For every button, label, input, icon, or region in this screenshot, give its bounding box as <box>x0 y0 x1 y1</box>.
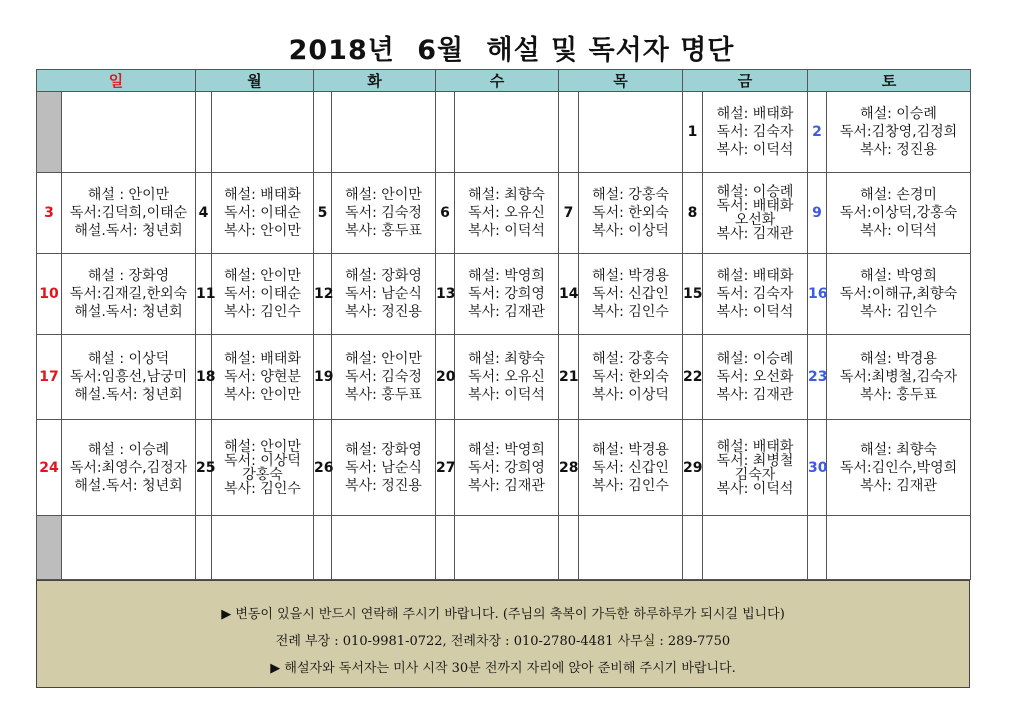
day-number: 14 <box>559 253 579 334</box>
assignment-line: 강홍숙 <box>242 466 283 483</box>
assignment-line: 독서: 이태순 <box>224 204 301 221</box>
assignment-line: 독서:김인수,박영희 <box>839 459 958 476</box>
week-row <box>37 420 971 516</box>
day-cell <box>579 516 683 580</box>
assignment-line: 해설 : 이승례 <box>87 441 170 458</box>
day-number: 27 <box>436 420 455 516</box>
assignment-line: 독서:최영수,김정자 <box>69 459 188 476</box>
assignment-line: 해설: 이승례 <box>716 350 794 367</box>
day-number <box>37 92 62 173</box>
weekday-mon: 월 <box>196 70 314 92</box>
footer-line-2: 전례 부장 : 010-9981-0722, 전례차장 : 010-2780-4481 사무실 : 289-7750 <box>275 634 731 649</box>
day-number <box>37 516 62 580</box>
assignment-line: 해설.독서: 청년회 <box>74 222 183 239</box>
day-cell <box>455 253 559 334</box>
assignment-line: 해설.독서: 청년회 <box>74 477 183 494</box>
assignment-line: 해설: 강홍숙 <box>592 186 669 203</box>
assignment-line: 해설: 손경미 <box>860 186 937 203</box>
assignment-line: 해설: 이승례 <box>716 183 794 200</box>
assignment-line: 복사: 김재관 <box>468 303 545 320</box>
assignment-line: 복사: 김재관 <box>716 386 794 403</box>
day-cell <box>703 516 808 580</box>
day-cell <box>703 420 808 516</box>
day-number: 5 <box>314 172 332 253</box>
assignment-line: 독서: 남순식 <box>345 285 422 302</box>
assignment-line: 해설: 안이만 <box>224 267 301 284</box>
day-cell <box>212 92 314 173</box>
day-cell <box>332 420 436 516</box>
assignment-line: 복사: 이상덕 <box>592 222 669 239</box>
assignment-line: 해설: 안이만 <box>224 438 301 455</box>
day-number: 21 <box>559 334 579 420</box>
assignment-line: 복사: 정진용 <box>345 303 422 320</box>
title-year: 2018년 <box>288 35 395 66</box>
assignment-line: 독서: 한외숙 <box>592 204 669 221</box>
day-number: 13 <box>436 253 455 334</box>
assignment-line: 독서: 김숙자 <box>716 285 794 302</box>
day-number <box>559 92 579 173</box>
day-cell <box>827 420 971 516</box>
day-number <box>314 92 332 173</box>
assignment-line: 복사: 김인수 <box>592 477 669 494</box>
day-cell <box>332 172 436 253</box>
day-cell <box>62 516 196 580</box>
assignment-line: 해설: 강홍숙 <box>592 350 669 367</box>
day-cell <box>332 334 436 420</box>
day-number <box>436 516 455 580</box>
assignment-line: 해설: 박영희 <box>468 441 545 458</box>
day-number: 8 <box>683 172 703 253</box>
day-number: 29 <box>683 420 703 516</box>
assignment-line: 독서: 이태순 <box>224 285 301 302</box>
assignment-line: 해설: 최향숙 <box>468 186 545 203</box>
footer-line-3: ▶ 해설자와 독서자는 미사 시작 30분 전까지 자리에 앉아 준비해 주시기 바랍니다. <box>270 661 736 676</box>
assignment-line: 독서: 배태화 <box>716 197 794 214</box>
assignment-line: 복사: 김재관 <box>716 225 794 242</box>
day-number: 2 <box>808 92 827 173</box>
day-number: 25 <box>196 420 212 516</box>
weekday-sun: 일 <box>37 70 196 92</box>
assignment-line: 독서: 강희영 <box>468 285 545 302</box>
day-cell <box>579 172 683 253</box>
day-number <box>314 516 332 580</box>
assignment-line: 해설: 박경용 <box>860 350 937 367</box>
day-number <box>436 92 455 173</box>
day-number: 16 <box>808 253 827 334</box>
assignment-line: 복사: 김인수 <box>224 303 301 320</box>
day-cell <box>212 516 314 580</box>
assignment-line: 독서: 오유신 <box>468 368 545 385</box>
footer-line-1: ▶ 변동이 있을시 반드시 연락해 주시기 바랍니다. (주님의 축복이 가득한 하루하루가 되시길 빕니다) <box>221 607 785 622</box>
assignment-line: 독서: 최병철 <box>716 452 794 469</box>
weekday-tue: 화 <box>314 70 436 92</box>
assignment-line: 독서:이해규,최향숙 <box>839 285 958 302</box>
day-number: 12 <box>314 253 332 334</box>
week-row <box>37 516 971 580</box>
day-cell <box>579 253 683 334</box>
assignment-line: 독서: 오유신 <box>468 204 545 221</box>
day-number: 3 <box>37 172 62 253</box>
day-cell <box>579 420 683 516</box>
assignment-line: 해설: 이승례 <box>860 106 937 123</box>
day-number: 23 <box>808 334 827 420</box>
assignment-line: 해설 : 이상덕 <box>87 350 170 367</box>
assignment-line: 해설: 박경용 <box>592 267 669 284</box>
assignment-line: 해설: 배태화 <box>224 186 301 203</box>
day-number <box>559 516 579 580</box>
day-cell <box>62 172 196 253</box>
day-cell <box>62 420 196 516</box>
assignment-line: 독서:김재길,한외숙 <box>69 285 188 302</box>
assignment-line: 복사: 정진용 <box>860 142 937 159</box>
assignment-line: 복사: 김재관 <box>468 477 545 494</box>
assignment-line: 해설: 장화영 <box>345 441 422 458</box>
assignment-line: 독서:임흥선,남궁미 <box>69 368 188 385</box>
day-cell <box>579 92 683 173</box>
assignment-line: 독서: 남순식 <box>345 459 422 476</box>
assignment-line: 복사: 이덕석 <box>468 222 545 239</box>
assignment-line: 해설: 박영희 <box>468 267 545 284</box>
day-cell <box>703 172 808 253</box>
footer-notice <box>36 580 970 688</box>
assignment-line: 독서: 김숙정 <box>345 204 422 221</box>
day-number: 7 <box>559 172 579 253</box>
day-cell <box>455 334 559 420</box>
weekday-fri: 금 <box>683 70 808 92</box>
assignment-line: 독서: 양현분 <box>224 368 301 385</box>
day-number: 30 <box>808 420 827 516</box>
day-cell <box>332 516 436 580</box>
assignment-line: 복사: 김재관 <box>860 477 937 494</box>
day-number <box>683 516 703 580</box>
assignment-line: 해설 : 안이만 <box>87 186 170 203</box>
day-cell <box>212 172 314 253</box>
assignment-line: 복사: 이덕석 <box>860 222 937 239</box>
day-number: 6 <box>436 172 455 253</box>
day-number: 10 <box>37 253 62 334</box>
day-cell <box>827 334 971 420</box>
day-cell <box>212 420 314 516</box>
day-cell <box>703 92 808 173</box>
calendar-table <box>36 69 971 580</box>
assignment-line: 해설: 배태화 <box>716 267 794 284</box>
assignment-line: 김숙자 <box>734 466 776 483</box>
assignment-line: 복사: 김인수 <box>592 303 669 320</box>
assignment-line: 오선화 <box>734 211 776 228</box>
assignment-line: 해설: 장화영 <box>345 267 422 284</box>
day-number: 4 <box>196 172 212 253</box>
day-number: 28 <box>559 420 579 516</box>
assignment-line: 복사: 안이만 <box>224 222 301 239</box>
day-cell <box>827 253 971 334</box>
day-number: 11 <box>196 253 212 334</box>
day-number <box>808 516 827 580</box>
day-number: 17 <box>37 334 62 420</box>
day-number: 1 <box>683 92 703 173</box>
week-row <box>37 92 971 173</box>
assignment-line: 복사: 홍두표 <box>345 222 422 239</box>
day-cell <box>827 172 971 253</box>
assignment-line: 복사: 이덕석 <box>716 142 794 159</box>
assignment-line: 해설: 박경용 <box>592 441 669 458</box>
assignment-line: 복사: 김인수 <box>224 480 301 497</box>
weekday-sat: 토 <box>808 70 971 92</box>
week-row <box>37 172 971 253</box>
day-cell <box>703 334 808 420</box>
day-number <box>196 92 212 173</box>
assignment-line: 해설: 배태화 <box>716 438 794 455</box>
day-cell <box>212 253 314 334</box>
day-number: 9 <box>808 172 827 253</box>
day-cell <box>827 92 971 173</box>
day-cell <box>455 172 559 253</box>
week-row <box>37 334 971 420</box>
assignment-line: 복사: 이상덕 <box>592 386 669 403</box>
assignment-line: 복사: 김인수 <box>860 303 937 320</box>
day-number: 19 <box>314 334 332 420</box>
assignment-line: 해설.독서: 청년회 <box>74 386 183 403</box>
title-text: 해설 및 독서자 명단 <box>486 35 735 66</box>
assignment-line: 독서: 신갑인 <box>592 285 669 302</box>
assignment-line: 해설: 안이만 <box>345 350 422 367</box>
day-cell <box>703 253 808 334</box>
day-number: 24 <box>37 420 62 516</box>
assignment-line: 독서: 강희영 <box>468 459 545 476</box>
assignment-line: 독서: 김숙자 <box>716 124 794 141</box>
day-cell <box>212 334 314 420</box>
week-row <box>37 253 971 334</box>
day-cell <box>455 516 559 580</box>
assignment-line: 복사: 정진용 <box>345 477 422 494</box>
day-cell <box>62 334 196 420</box>
day-number: 26 <box>314 420 332 516</box>
assignment-line: 해설: 안이만 <box>345 186 422 203</box>
assignment-line: 독서:이상덕,강홍숙 <box>839 204 958 221</box>
assignment-line: 복사: 안이만 <box>224 386 301 403</box>
assignment-line: 복사: 이덕석 <box>468 386 545 403</box>
day-cell <box>332 92 436 173</box>
assignment-line: 해설.독서: 청년회 <box>74 303 183 320</box>
day-number: 20 <box>436 334 455 420</box>
page-title <box>0 28 1023 67</box>
title-month: 6월 <box>417 35 465 66</box>
assignment-line: 독서: 한외숙 <box>592 368 669 385</box>
day-number <box>196 516 212 580</box>
day-cell <box>62 92 196 173</box>
day-cell <box>455 92 559 173</box>
assignment-line: 해설: 최향숙 <box>860 441 937 458</box>
assignment-line: 복사: 이덕석 <box>716 303 794 320</box>
day-number: 18 <box>196 334 212 420</box>
day-cell <box>579 334 683 420</box>
assignment-line: 독서: 이상덕 <box>224 452 301 469</box>
assignment-line: 독서:최병철,김숙자 <box>839 368 958 385</box>
day-cell <box>62 253 196 334</box>
assignment-line: 독서:김덕희,이태순 <box>69 204 188 221</box>
weekday-wed: 수 <box>436 70 559 92</box>
assignment-line: 복사: 이덕석 <box>716 480 794 497</box>
weekday-thu: 목 <box>559 70 683 92</box>
assignment-line: 복사: 홍두표 <box>860 386 937 403</box>
assignment-line: 독서:김창영,김정희 <box>839 124 958 141</box>
day-number: 22 <box>683 334 703 420</box>
assignment-line: 독서: 김숙정 <box>345 368 422 385</box>
assignment-line: 독서: 신갑인 <box>592 459 669 476</box>
assignment-line: 해설 : 장화영 <box>87 267 170 284</box>
weekday-header-row <box>37 70 971 92</box>
assignment-line: 해설: 배태화 <box>224 350 301 367</box>
assignment-line: 복사: 홍두표 <box>345 386 422 403</box>
day-cell <box>332 253 436 334</box>
day-cell <box>455 420 559 516</box>
day-cell <box>827 516 971 580</box>
assignment-line: 해설: 최향숙 <box>468 350 545 367</box>
day-number: 15 <box>683 253 703 334</box>
assignment-line: 해설: 배태화 <box>716 106 794 123</box>
assignment-line: 해설: 박영희 <box>860 267 937 284</box>
assignment-line: 독서: 오선화 <box>716 368 794 385</box>
